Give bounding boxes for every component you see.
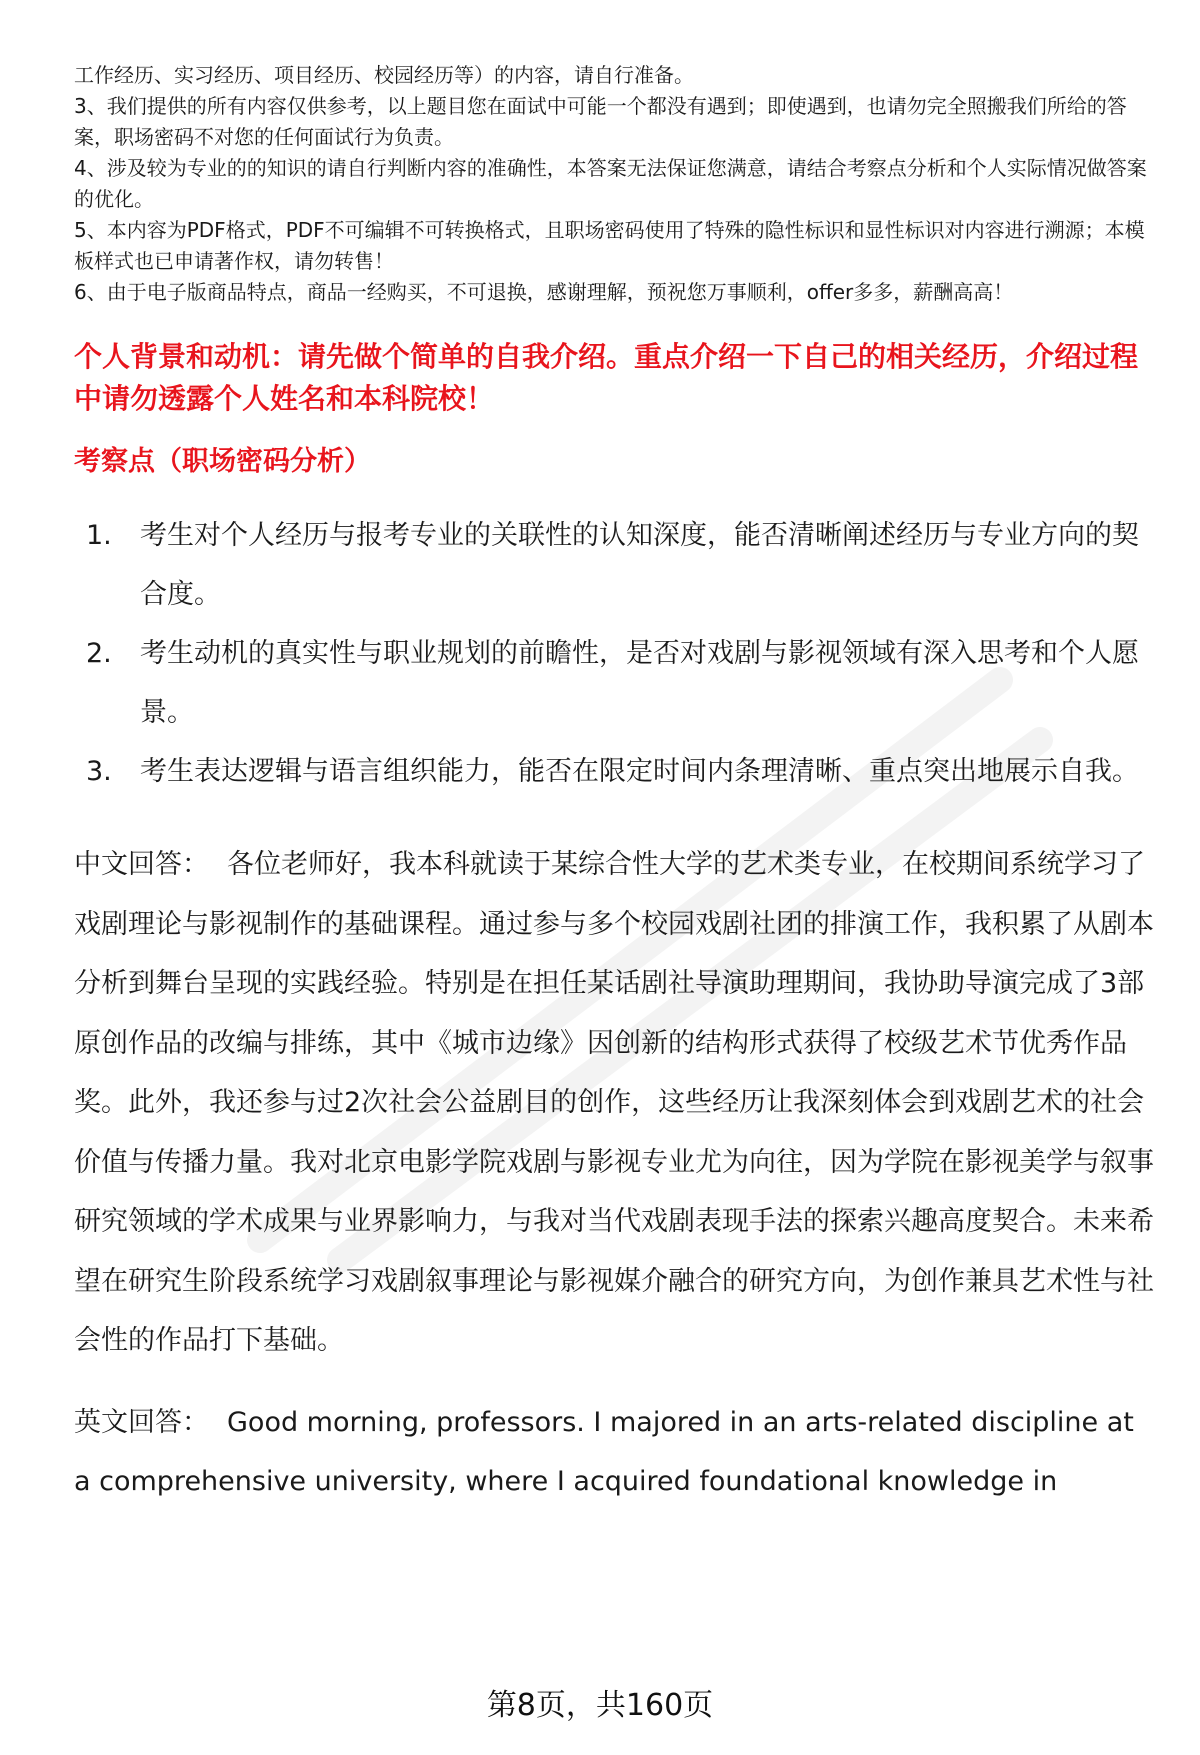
english-answer-text: Good morning, professors. I majored in an arts-related discipline at a comprehensive university, where I acquired foundational knowledge in bbox=[74, 1406, 1134, 1497]
english-answer bbox=[74, 1393, 1154, 1512]
notice-line: 4、涉及较为专业的的知识的请自行判断内容的准确性，本答案无法保证您满意，请结合考察点分析和个人实际情况做答案的优化。 bbox=[74, 156, 1147, 211]
list-item-number: 3. bbox=[86, 756, 112, 787]
notice-block bbox=[74, 60, 1154, 308]
notice-line: 5、本内容为PDF格式，PDF不可编辑不可转换格式，且职场密码使用了特殊的隐性标识和显性标识对内容进行溯源；本模板样式也已申请著作权，请勿转售！ bbox=[74, 218, 1145, 273]
chinese-answer-text: 各位老师好，我本科就读于某综合性大学的艺术类专业，在校期间系统学习了戏剧理论与影视制作的基础课程。通过参与多个校园戏剧社团的排演工作，我积累了从剧本分析到舞台呈现的实践经验。特别是在担任某话剧社导演助理期间，我协助导演完成了3部原创作品的改编与排练，其中《城市边缘》因创新的结构形式获得了校级艺术节优秀作品奖。此外，我还参与过2次社会公益剧目的创作，这些经历让我深刻体会到戏剧艺术的社会价值与传播力量。我对北京电影学院戏剧与影视专业尤为向往，因为学院在影视美学与叙事研究领域的学术成果与业界影响力，与我对当代戏剧表现手法的探索兴趣高度契合。未来希望在研究生阶段系统学习戏剧叙事理论与影视媒介融合的研究方向，为创作兼具艺术性与社会性的作品打下基础。 bbox=[74, 849, 1154, 1356]
list-item bbox=[74, 506, 1154, 624]
chinese-answer bbox=[74, 835, 1154, 1371]
analysis-points-list bbox=[74, 506, 1154, 801]
document-page bbox=[74, 60, 1154, 1512]
list-item-number: 1. bbox=[86, 520, 112, 551]
list-item-text: 考生表达逻辑与语言组织能力，能否在限定时间内条理清晰、重点突出地展示自我。 bbox=[140, 756, 1139, 787]
notice-line: 3、我们提供的所有内容仅供参考，以上题目您在面试中可能一个都没有遇到；即使遇到，也请勿完全照搬我们所给的答案，职场密码不对您的任何面试行为负责。 bbox=[74, 94, 1127, 149]
chinese-answer-label: 中文回答： bbox=[74, 849, 209, 880]
english-answer-label: 英文回答： bbox=[74, 1406, 209, 1438]
notice-line: 工作经历、实习经历、项目经历、校园经历等）的内容，请自行准备。 bbox=[74, 63, 694, 87]
list-item-number: 2. bbox=[86, 638, 112, 669]
question-title: 个人背景和动机：请先做个简单的自我介绍。重点介绍一下自己的相关经历，介绍过程中请勿透露个人姓名和本科院校！ bbox=[74, 340, 1139, 415]
list-item-text: 考生对个人经历与报考专业的关联性的认知深度，能否清晰阐述经历与专业方向的契合度。 bbox=[140, 520, 1139, 610]
analysis-heading: 考察点（职场密码分析） bbox=[74, 446, 371, 477]
list-item-text: 考生动机的真实性与职业规划的前瞻性，是否对戏剧与影视领域有深入思考和个人愿景。 bbox=[140, 638, 1139, 728]
list-item bbox=[74, 624, 1154, 742]
page-footer: 第8页，共160页 bbox=[486, 1688, 714, 1723]
notice-line: 6、由于电子版商品特点，商品一经购买，不可退换，感谢理解，预祝您万事顺利，offer多多，薪酬高高！ bbox=[74, 280, 1014, 304]
list-item bbox=[74, 742, 1154, 801]
